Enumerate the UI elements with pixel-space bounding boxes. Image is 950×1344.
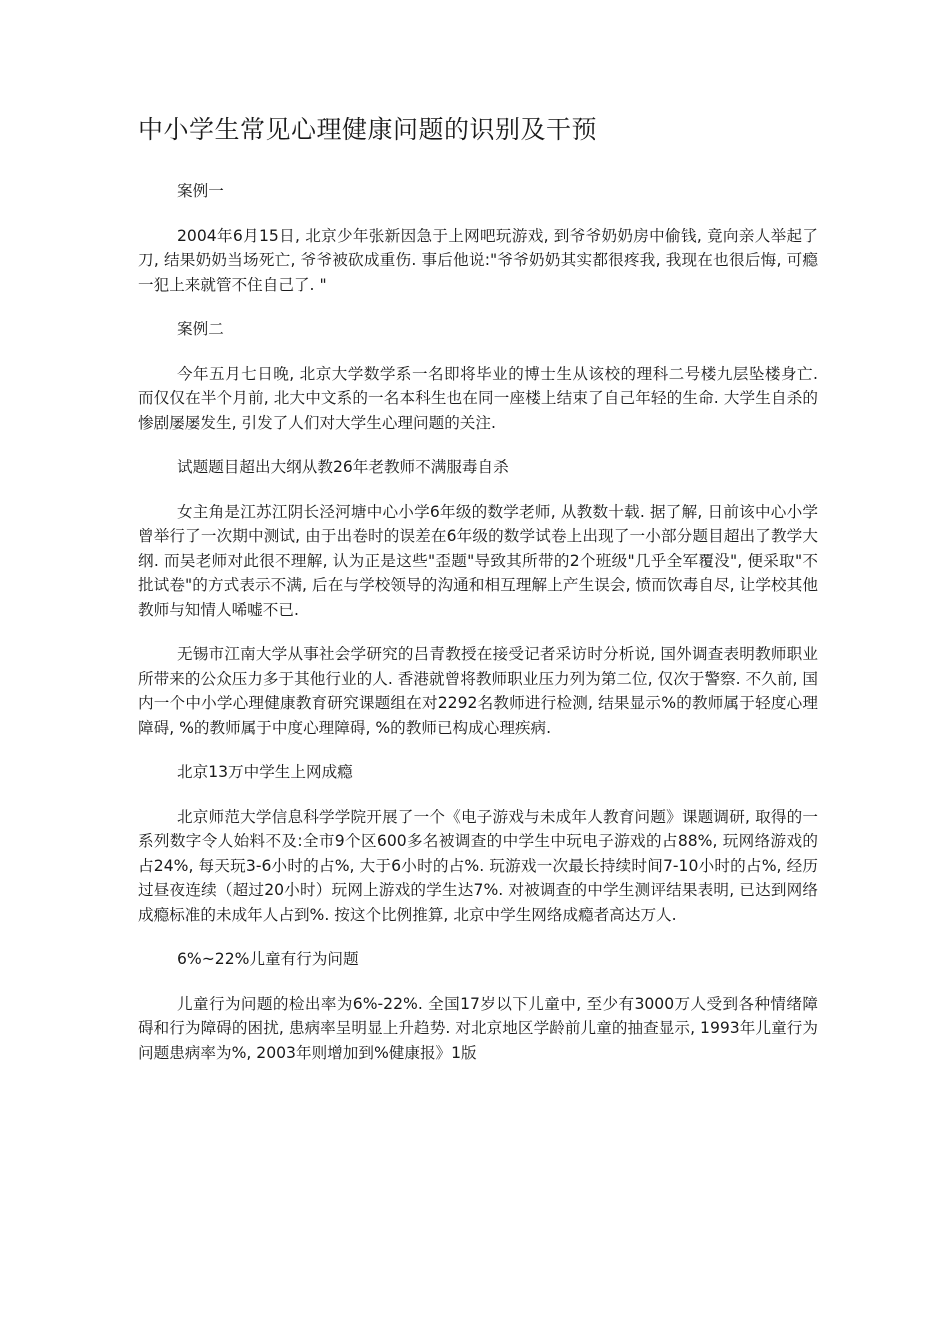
case-one-paragraph: 2004年6月15日, 北京少年张新因急于上网吧玩游戏, 到爷爷奶奶房中偷钱, 竟向亲人举起了刀, 结果奶奶当场死亡, 爷爷被砍成重伤. 事后他说:"爷爷奶奶其实都很疼我, 我现在也很后悔, 可瘾一犯上来就管不住自己了. " xyxy=(138,226,818,294)
teacher-suicide-paragraph: 女主角是江苏江阴长泾河塘中心小学6年级的数学老师, 从教数十载. 据了解, 日前该中心小学曾举行了一次期中测试, 由于出卷时的误差在6年级的数学试卷上出现了一小部分题目超出了教学大纲. 而吴老师对此很不理解, 认为正是这些"歪题"导致其所带的2个班级"几乎全军覆没", 便采取"不批试卷"的方式表示不满, 后在与学校领导的沟通和相互理解上产生误会, 愤而饮毒自尽, 让学校其他教师与知情人唏嘘不已. xyxy=(138,502,818,619)
internet-addiction-heading: 北京13万中学生上网成瘾 xyxy=(177,763,353,781)
case-one-heading: 案例一 xyxy=(177,182,224,200)
internet-addiction-paragraph: 北京师范大学信息科学学院开展了一个《电子游戏与未成年人教育问题》课题调研, 取得的一系列数字令人始料不及:全市9个区600多名被调查的中学生中玩电子游戏的占88%, 玩网络游戏的占24%, 每天玩3-6小时的占%, 大于6小时的占%. 玩游戏一次最长持续时间7-10小时的占%, 经历过昼夜连续（超过20小时）玩网上游戏的学生达7%. 对被调查的中学生测评结果表明, 已达到网络成瘾标准的未成年人占到%. 按这个比例推算, 北京中学生网络成瘾者高达万人. xyxy=(138,807,818,924)
teacher-pressure-paragraph: 无锡市江南大学从事社会学研究的吕青教授在接受记者采访时分析说, 国外调查表明教师职业所带来的公众压力多于其他行业的人. 香港就曾将教师职业压力列为第二位, 仅次于警察. 不久前, 国内一个中小学心理健康教育研究课题组在对2292名教师进行检测, 结果显示%的教师属于轻度心理障碍, %的教师属于中度心理障碍, %的教师已构成心理疾病. xyxy=(138,645,818,737)
document-page xyxy=(138,112,818,1085)
case-two-heading: 案例二 xyxy=(177,320,224,338)
case-two-paragraph: 今年五月七日晚, 北京大学数学系一名即将毕业的博士生从该校的理科二号楼九层坠楼身亡. 而仅仅在半个月前, 北大中文系的一名本科生也在同一座楼上结束了自己年轻的生命. 大学生自杀的惨剧屡屡发生, 引发了人们对大学生心理问题的关注. xyxy=(138,364,818,432)
teacher-suicide-heading: 试题题目超出大纲从教26年老教师不满服毒自杀 xyxy=(177,458,509,476)
child-behavior-heading: 6%~22%儿童有行为问题 xyxy=(177,950,359,968)
child-behavior-paragraph: 儿童行为问题的检出率为6%-22%. 全国17岁以下儿童中, 至少有3000万人受到各种情绪障碍和行为障碍的困扰, 患病率呈明显上升趋势. 对北京地区学龄前儿童的抽查显示, 1993年儿童行为问题患病率为%, 2003年则增加到%健康报》1版 xyxy=(138,994,818,1062)
document-title: 中小学生常见心理健康问题的识别及干预 xyxy=(138,115,598,144)
